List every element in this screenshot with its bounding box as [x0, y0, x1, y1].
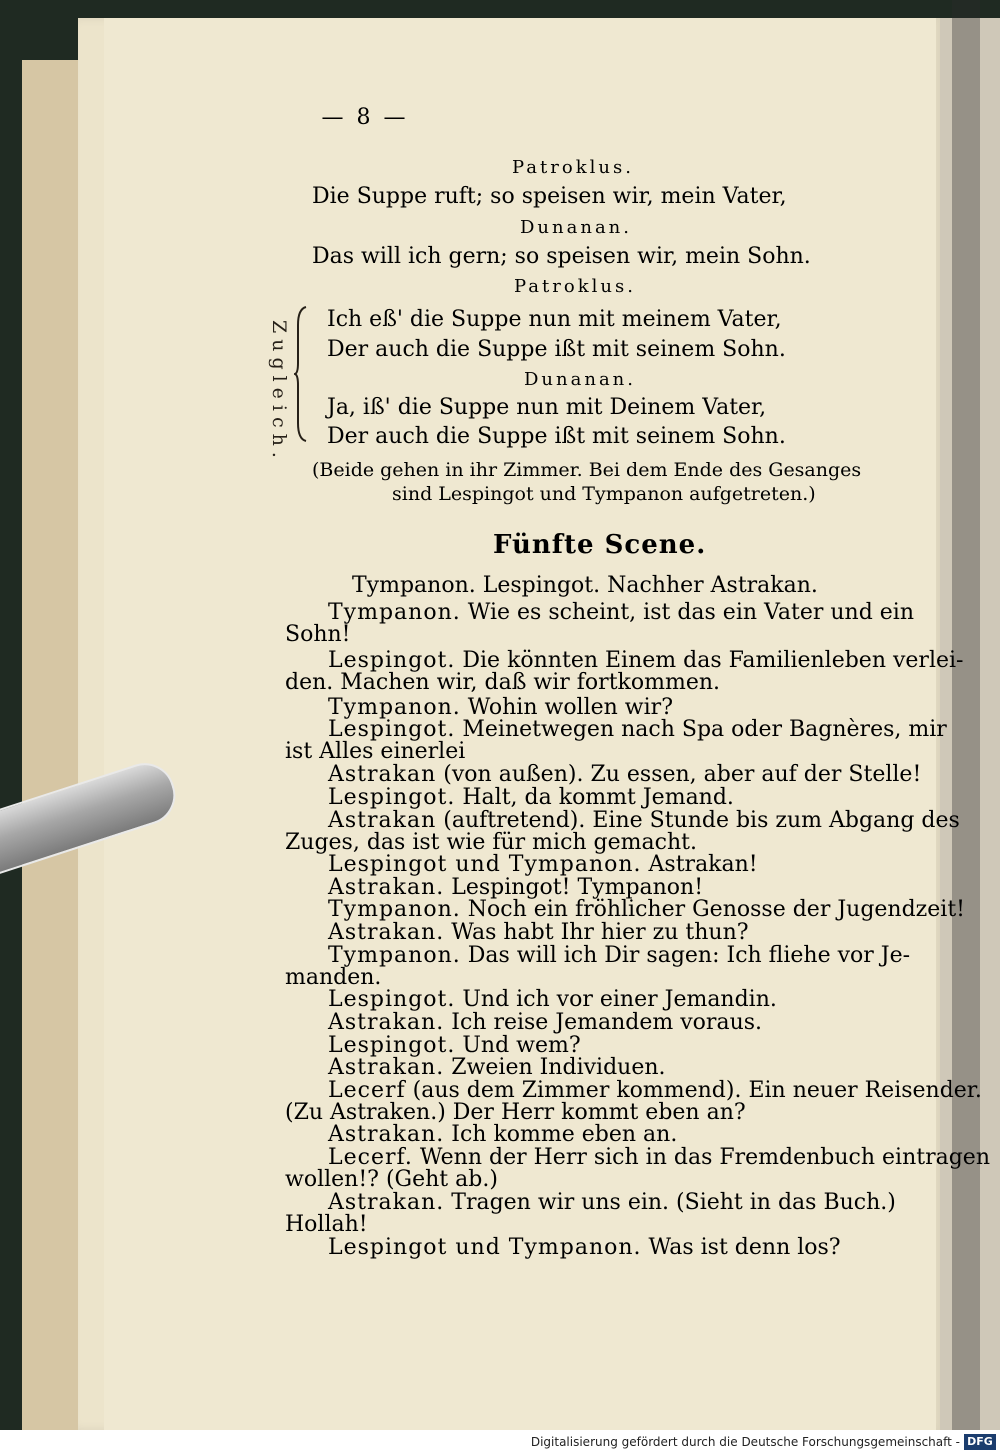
- speaker-name: Lespingot.: [328, 717, 456, 742]
- dialogue-text: Halt, da kommt Jemand.: [462, 785, 734, 810]
- dialogue-text: Und wem?: [462, 1033, 581, 1058]
- dialogue-text: Tragen wir uns ein. (Sieht in das Buch.): [451, 1190, 896, 1215]
- speaker-name: Astrakan: [328, 762, 437, 787]
- speaker-patroklus-2: Patroklus.: [514, 276, 636, 297]
- together-brace: [294, 305, 308, 443]
- dialogue-continuation: manden.: [285, 965, 382, 990]
- dialogue-continuation: Sohn!: [285, 622, 351, 647]
- speaker-name: Astrakan.: [328, 1055, 445, 1080]
- speaker-name: Tympanon.: [328, 600, 461, 625]
- dialogue-text: Astrakan!: [648, 852, 758, 877]
- speaker-name: Lespingot.: [328, 785, 456, 810]
- speaker-name: Lespingot.: [328, 1033, 456, 1058]
- dialogue-continuation: Hollah!: [285, 1212, 368, 1237]
- speaker-name: Tympanon.: [328, 943, 461, 968]
- dialogue-line: [328, 1235, 841, 1261]
- stage-direction-line-2: sind Lespingot und Tympanon aufgetreten.): [392, 483, 816, 505]
- together-label: Zugleich.: [268, 320, 290, 464]
- speaker-name: Lespingot.: [328, 987, 456, 1012]
- dialogue-text: Zweien Individuen.: [451, 1055, 666, 1080]
- dialogue-continuation: wollen!? (Geht ab.): [285, 1167, 498, 1192]
- speaker-name: Tympanon.: [328, 695, 461, 720]
- dialogue-text: Was habt Ihr hier zu thun?: [451, 920, 749, 945]
- dialogue-line: [328, 943, 910, 969]
- dialogue-text: Noch ein fröhlicher Genosse der Jugendzeit!: [467, 897, 965, 922]
- speaker-name: Lecerf: [328, 1078, 406, 1103]
- speaker-name: Astrakan.: [328, 1010, 445, 1035]
- speaker-name: Astrakan.: [328, 1190, 445, 1215]
- dialogue-text: Wohin wollen wir?: [467, 695, 673, 720]
- speaker-name: Astrakan.: [328, 1122, 445, 1147]
- speaker-name: Lespingot und Tympanon.: [328, 852, 642, 877]
- speaker-name: Astrakan: [328, 808, 437, 833]
- speaker-name: Lecerf.: [328, 1145, 413, 1170]
- dialogue-continuation: ist Alles einerlei: [285, 739, 466, 764]
- speaker-name: Astrakan.: [328, 875, 445, 900]
- dialogue-continuation: den. Machen wir, daß wir fortkommen.: [285, 670, 721, 695]
- dialogue-text: Wenn der Herr sich in das Fremdenbuch eintragen: [419, 1145, 990, 1170]
- dialogue-text: Ich reise Jemandem voraus.: [451, 1010, 763, 1035]
- scan-edge: [952, 0, 980, 1430]
- footer-credit: Digitalisierung gefördert durch die Deutsche Forschungsgemeinschaft -: [530, 1435, 960, 1449]
- dialogue-text: Das will ich Dir sagen: Ich fliehe vor Je-: [467, 943, 911, 968]
- dialogue-continuation: Zuges, das ist wie für mich gemacht.: [285, 830, 697, 855]
- verse-line-5: Ja, iß' die Suppe nun mit Deinem Vater,: [327, 395, 767, 420]
- speaker-name: Lespingot.: [328, 648, 456, 673]
- dialogue-line: [328, 1190, 896, 1216]
- scene-cast: Tympanon. Lespingot. Nachher Astrakan.: [352, 573, 818, 598]
- dialogue-text: Lespingot! Tympanon!: [451, 875, 704, 900]
- verse-line-2: Das will ich gern; so speisen wir, mein Sohn.: [312, 244, 811, 269]
- scene-title: Fünfte Scene.: [493, 530, 707, 560]
- dialogue-text: (auftretend). Eine Stunde bis zum Abgang des: [443, 808, 960, 833]
- dialogue-text: Ich komme eben an.: [451, 1122, 678, 1147]
- dialogue-line: [328, 600, 914, 626]
- dialogue-text: Was ist denn los?: [648, 1235, 841, 1260]
- speaker-name: Lespingot und Tympanon.: [328, 1235, 642, 1260]
- verse-line-4: Der auch die Suppe ißt mit seinem Sohn.: [327, 337, 786, 362]
- speaker-patroklus-1: Patroklus.: [512, 157, 634, 178]
- dialogue-continuation: (Zu Astraken.) Der Herr kommt eben an?: [285, 1100, 746, 1125]
- speaker-dunanan-1: Dunanan.: [520, 217, 632, 238]
- dialogue-text: (aus dem Zimmer kommend). Ein neuer Reisender.: [412, 1078, 982, 1103]
- footer: [0, 1430, 1000, 1455]
- speaker-name: Astrakan.: [328, 920, 445, 945]
- page-number: — 8 —: [321, 105, 409, 130]
- dialogue-text: Und ich vor einer Jemandin.: [462, 987, 777, 1012]
- stage-direction-line-1: (Beide gehen in ihr Zimmer. Bei dem Ende des Gesanges: [312, 459, 862, 481]
- speaker-name: Tympanon.: [328, 897, 461, 922]
- speaker-dunanan-2: Dunanan.: [524, 369, 636, 390]
- dialogue-text: Wie es scheint, ist das ein Vater und ein: [467, 600, 915, 625]
- verse-line-1: Die Suppe ruft; so speisen wir, mein Vater,: [312, 184, 787, 209]
- dialogue-text: Meinetwegen nach Spa oder Bagnères, mir: [462, 717, 947, 742]
- dfg-logo: DFG: [964, 1434, 996, 1450]
- verse-line-6: Der auch die Suppe ißt mit seinem Sohn.: [327, 424, 786, 449]
- dialogue-text: Die könnten Einem das Familienleben verlei-: [462, 648, 964, 673]
- verse-line-3: Ich eß' die Suppe nun mit meinem Vater,: [327, 307, 782, 332]
- dialogue-text: (von außen). Zu essen, aber auf der Stelle!: [443, 762, 922, 787]
